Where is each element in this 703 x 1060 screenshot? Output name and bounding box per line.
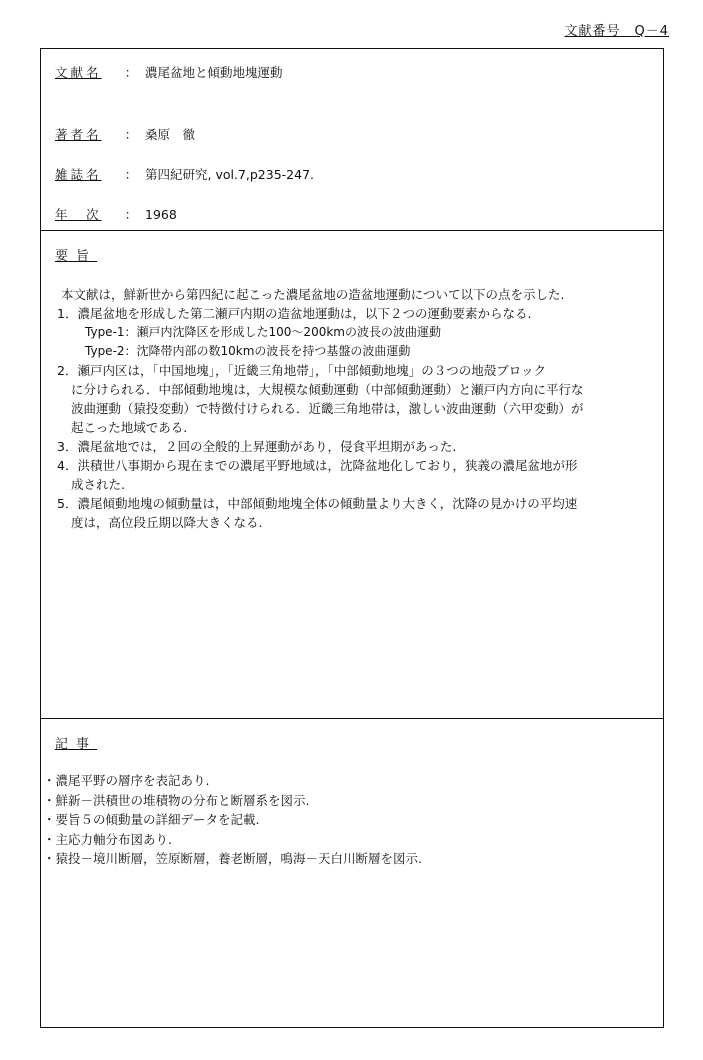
title-colon: ： xyxy=(124,65,138,80)
articles-heading: 記事 xyxy=(55,737,98,752)
list-item: ・鮮新－洪積世の堆積物の分布と断層系を図示. xyxy=(43,792,310,808)
author-colon: ： xyxy=(124,127,138,142)
metadata-section xyxy=(41,49,663,231)
journal-label: 雑誌名 xyxy=(55,167,102,182)
author-value: 桑原 徹 xyxy=(145,127,196,142)
summary-line: 3．濃尾盆地では，２回の全般的上昇運動があり，侵食平坦期があった. xyxy=(57,439,457,454)
summary-line: に分けられる．中部傾動地塊は，大規模な傾動運動（中部傾動運動）と瀬戸内方向に平行な xyxy=(71,382,584,397)
summary-line: 1．濃尾盆地を形成した第二瀬戸内期の造盆地運動は，以下２つの運動要素からなる. xyxy=(57,306,532,321)
title-label: 文献名 xyxy=(55,65,102,80)
summary-body xyxy=(41,285,663,532)
summary-line: 起こった地域である. xyxy=(71,420,188,435)
summary-line: Type-2：沈降帯内部の数10kmの波長を持つ基盤の波曲運動 xyxy=(85,344,411,358)
list-item: ・主応力軸分布図あり. xyxy=(43,831,172,847)
journal-value: 第四紀研究, vol.7,p235-247. xyxy=(145,167,315,182)
summary-section xyxy=(41,231,663,719)
summary-line: 成された. xyxy=(71,477,125,492)
summary-line: 2．瀬戸内区は，「中国地塊」，「近畿三角地帯」，「中部傾動地塊」の３つの地殻ブロック xyxy=(57,363,546,378)
document-number: 文献番号 Q－4 xyxy=(564,24,669,39)
summary-line: 度は，高位段丘期以降大きくなる. xyxy=(71,515,263,530)
author-row xyxy=(55,125,195,143)
summary-heading: 要旨 xyxy=(55,249,98,264)
summary-line: 波曲運動（猿投変動）で特徴付けられる．近畿三角地帯は，激しい波曲運動（六甲変動）が xyxy=(71,401,584,416)
list-item: ・濃尾平野の層序を表記あり. xyxy=(43,773,210,788)
author-label: 著者名 xyxy=(55,127,102,142)
list-item: ・要旨５の傾動量の詳細データを記載. xyxy=(43,812,260,827)
year-value: 1968 xyxy=(145,207,177,222)
articles-list xyxy=(41,771,663,869)
year-label: 年 次 xyxy=(55,207,102,222)
list-item: ・猿投－境川断層，笠原断層，養老断層，鳴海－天白川断層を図示. xyxy=(43,851,422,866)
summary-line: Type-1：瀬戸内沈降区を形成した100～200kmの波長の波曲運動 xyxy=(85,325,441,339)
summary-line: 本文献は，鮮新世から第四紀に起こった濃尾盆地の造盆地運動について以下の点を示した. xyxy=(61,287,565,302)
title-row xyxy=(55,63,283,81)
year-row xyxy=(55,205,177,223)
journal-row xyxy=(55,165,314,183)
summary-line: 5．濃尾傾動地塊の傾動量は，中部傾動地塊全体の傾動量より大きく，沈降の見かけの平均速 xyxy=(57,496,578,511)
title-value: 濃尾盆地と傾動地塊運動 xyxy=(145,65,283,80)
articles-section xyxy=(41,719,663,1027)
document-frame xyxy=(40,48,664,1028)
year-colon: ： xyxy=(124,207,138,222)
summary-line: 4．洪積世八事期から現在までの濃尾平野地域は，沈降盆地化しており，狭義の濃尾盆地が形 xyxy=(57,458,578,473)
journal-colon: ： xyxy=(124,167,138,182)
